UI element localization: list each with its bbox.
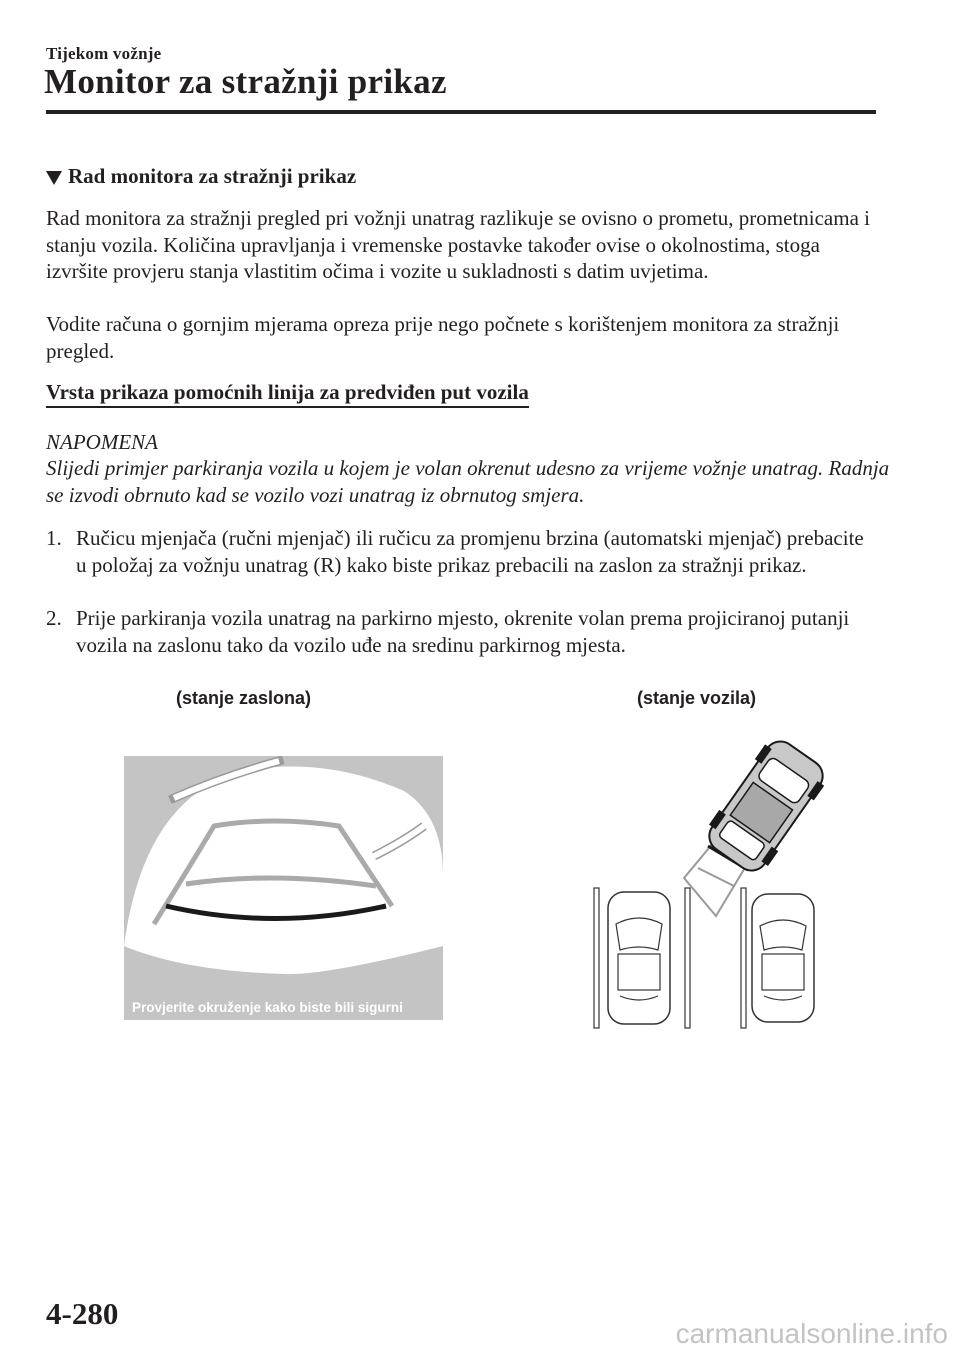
screen-message: Provjerite okruženje kako biste bili sigurni (132, 1000, 403, 1015)
step-2 (46, 605, 876, 658)
screen-caption: (stanje zaslona) (176, 688, 312, 708)
note-text: Slijedi primjer parkiranja vozila u kojem je volan okrenut udesno za vrijeme vožnje unatrag. Radnja se izvodi obrnuto kad se vozilo vozi unatrag iz obrnutog smjera. (46, 456, 890, 507)
parked-car-left (608, 892, 670, 1024)
step-number: 1. (46, 526, 62, 550)
step-text: Prije parkiranja vozila unatrag na parkirno mjesto, okrenite volan prema projiciranoj putanji vozila na zaslonu tako da vozilo uđe na sredinu parkirnog mjesta. (76, 606, 850, 657)
section-heading-text: Rad monitora za stražnji prikaz (68, 164, 357, 188)
paragraph-1: Rad monitora za stražnji pregled pri vožnji unatrag razlikuje se ovisno o prometu, prometnicama i stanju vozila. Količina upravljanja i vremenske postavke također ovise o okolnostima, stoga izvršite provjeru stanja vlastitim očima i vozite u sukladnosti s datim uvjetima. (46, 206, 870, 283)
step-1 (46, 525, 876, 578)
page-title: Monitor za stražnji prikaz (44, 62, 447, 101)
note-heading: NAPOMENA (46, 430, 158, 454)
paragraph-2: Vodite računa o gornjim mjerama opreza prije nego počnete s korištenjem monitora za stražnji pregled. (46, 312, 840, 363)
reversing-car (700, 733, 828, 879)
chapter-kicker: Tijekom vožnje (46, 44, 162, 63)
rear-view-screen-illustration (124, 756, 443, 1020)
step-text: Ručicu mjenjača (ručni mjenjač) ili ručicu za promjenu brzina (automatski mjenjač) prebacite u položaj za vožnju unatrag (R) kako biste prikaz prebacili na zaslon za stražnji prikaz. (76, 526, 864, 577)
triangle-bullet-icon (46, 171, 62, 185)
vehicle-caption: (stanje vozila) (637, 688, 757, 708)
parked-car-right (752, 894, 814, 1022)
section-heading (46, 164, 356, 189)
title-rule (46, 110, 876, 114)
page-number: 4-280 (46, 1296, 119, 1331)
watermark: carmanualsonline.info (675, 1318, 948, 1349)
subheading: Vrsta prikaza pomoćnih linija za predviđen put vozila (46, 380, 529, 408)
step-number: 2. (46, 606, 62, 630)
vehicle-state-illustration (588, 728, 828, 1030)
